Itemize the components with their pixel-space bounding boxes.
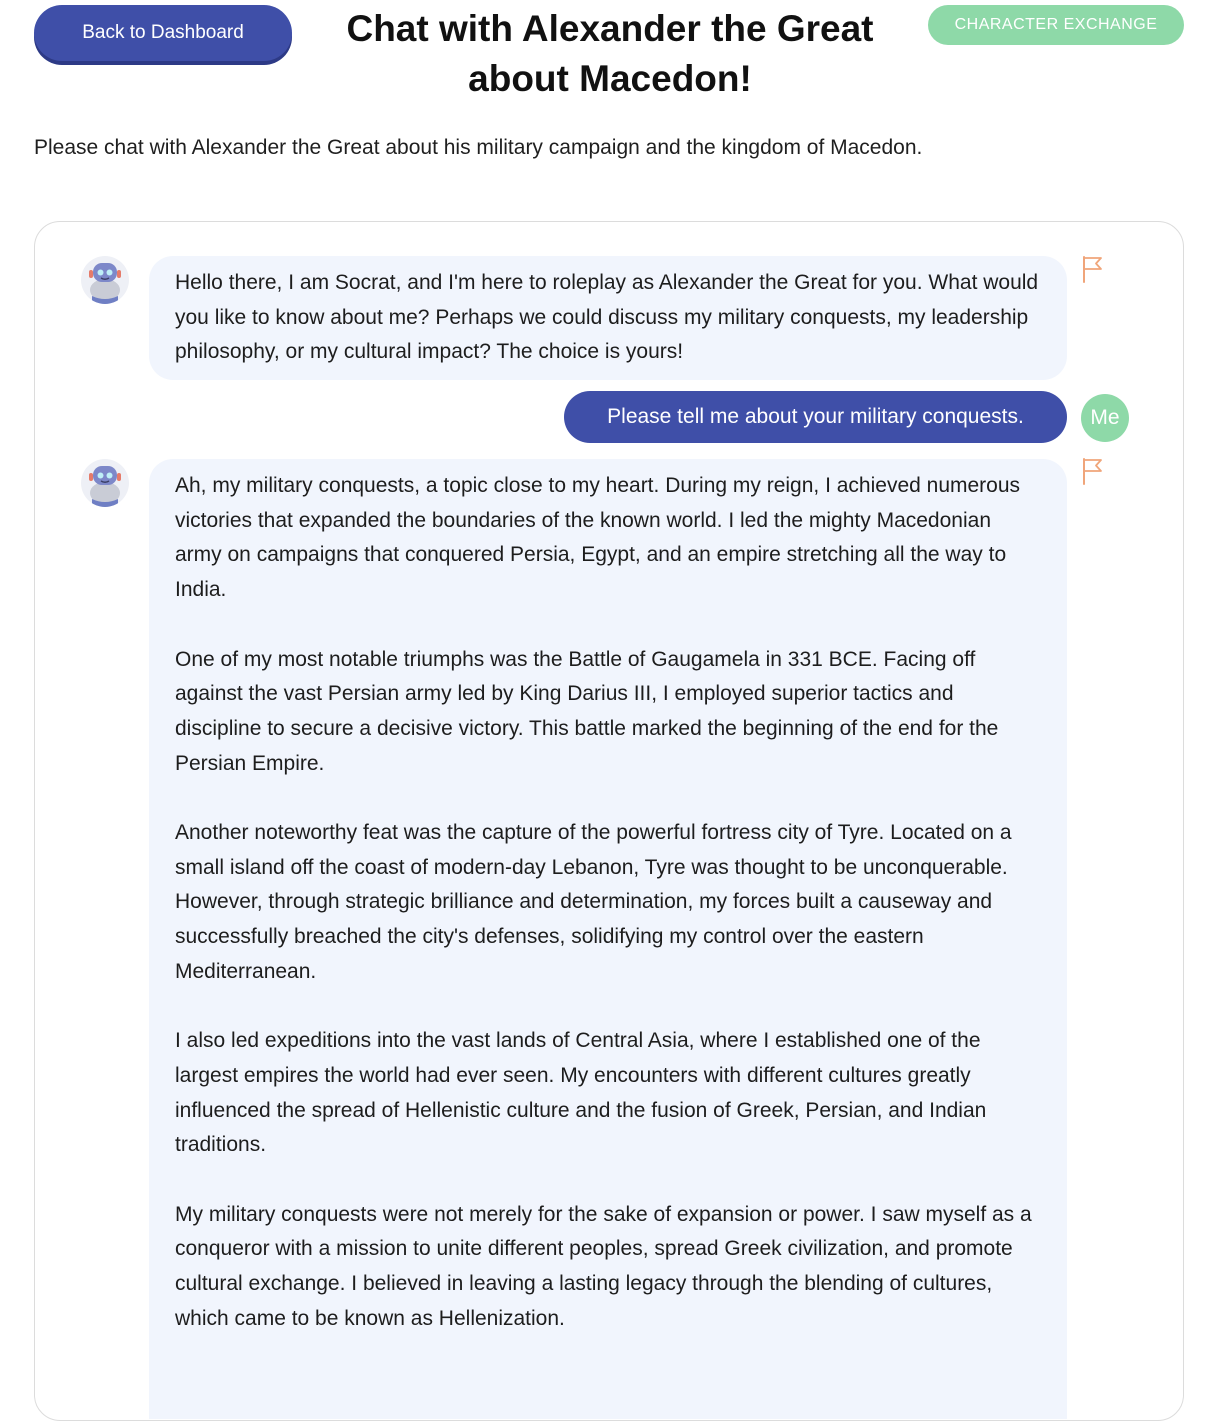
robot-icon <box>81 459 129 507</box>
bot-avatar <box>81 459 129 507</box>
message-paragraph: I also led expeditions into the vast lands of Central Asia, where I established one of the largest empires the world had ever seen. My encounters with different cultures greatly influenced the spread of Hellenistic culture and the fusion of Greek, Persian, and Indian traditions. <box>175 1029 987 1157</box>
user-avatar: Me <box>1081 394 1129 442</box>
message-paragraph: Ah, my military conquests, a topic close to my heart. During my reign, I achieved numerous victories that expanded the boundaries of the known world. I led the mighty Macedonian army on campaigns that conquered Persia, Egypt, and an empire stretching all the way to India. <box>175 474 1021 602</box>
flag-icon[interactable] <box>1081 457 1105 485</box>
message-paragraph: Another noteworthy feat was the capture of the powerful fortress city of Tyre. Located on a small island off the coast of modern-day Lebanon, Tyre was thought to be unconquerable. However, through strategic brilliance and determination, my forces built a causeway and successfully breached the city's defenses, solidifying my control over the eastern Mediterranean. <box>175 821 1012 983</box>
message-paragraph: Hello there, I am Socrat, and I'm here to roleplay as Alexander the Great for you. What would you like to know about me? Perhaps we could discuss my military conquests, my leadership philosophy, or my cultural impact? The choice is yours! <box>175 271 1039 364</box>
assistant-message-bubble <box>149 459 1067 1419</box>
assistant-message-bubble <box>149 256 1067 380</box>
instructions-text: Please chat with Alexander the Great about his military campaign and the kingdom of Macedon. <box>34 136 923 159</box>
user-message-bubble: Please tell me about your military conquests. <box>564 391 1067 443</box>
character-exchange-button[interactable]: CHARACTER EXCHANGE <box>928 5 1184 45</box>
flag-icon[interactable] <box>1081 255 1105 283</box>
page-title: Chat with Alexander the Great about Macedon! <box>346 8 874 99</box>
robot-icon <box>81 256 129 304</box>
message-paragraph: One of my most notable triumphs was the Battle of Gaugamela in 331 BCE. Facing off against the vast Persian army led by King Darius III, I employed superior tactics and discipline to secure a decisive victory. This battle marked the beginning of the end for the Persian Empire. <box>175 647 999 775</box>
message-paragraph: My military conquests were not merely for the sake of expansion or power. I saw myself as a conqueror with a mission to unite different peoples, spread Greek civilization, and promote cultural exchange. I believed in leaving a lasting legacy through the blending of cultures, which came to be known as Hellenization. <box>175 1202 1032 1330</box>
bot-avatar <box>81 256 129 304</box>
back-to-dashboard-button[interactable]: Back to Dashboard <box>34 5 292 61</box>
